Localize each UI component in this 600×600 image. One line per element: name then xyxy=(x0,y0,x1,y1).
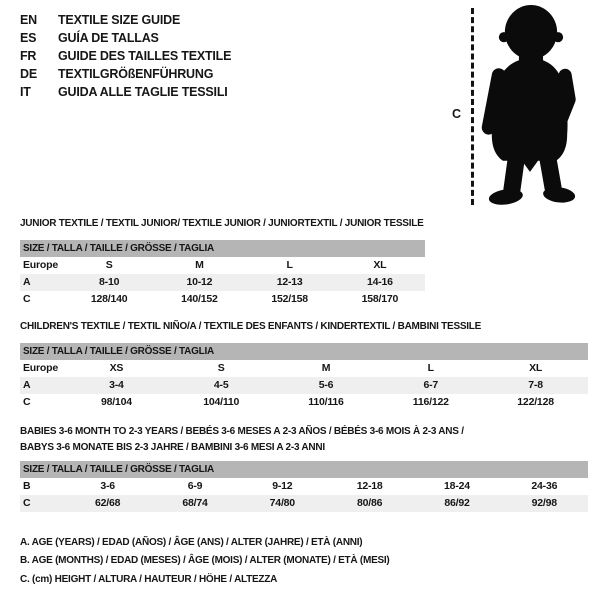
value-cell: 9-12 xyxy=(272,480,293,492)
value-cell: 98/104 xyxy=(100,396,132,408)
table-row xyxy=(20,360,588,377)
size-col-header: XL xyxy=(529,362,543,374)
height-measure-dashed-line xyxy=(471,8,474,205)
language-row xyxy=(20,29,231,47)
junior-table-title: JUNIOR TEXTILE / TEXTIL JUNIOR/ TEXTILE JUNIOR / JUNIORTEXTIL / JUNIOR TESSILE xyxy=(20,218,424,229)
size-col-header: M xyxy=(321,362,331,374)
table-row xyxy=(20,394,588,411)
value-cell: 68/74 xyxy=(182,497,208,509)
language-row xyxy=(20,65,231,83)
language-code: ES xyxy=(20,31,37,45)
value-cell: 116/122 xyxy=(412,396,449,408)
language-label: GUIDA ALLE TAGLIE TESSILI xyxy=(58,85,228,99)
value-cell: 86/92 xyxy=(444,497,470,509)
table-row xyxy=(20,478,588,495)
row-label-cell: Europe xyxy=(23,362,58,374)
language-legend xyxy=(20,11,231,101)
value-cell: 158/170 xyxy=(361,293,399,305)
value-cell: 128/140 xyxy=(90,293,128,305)
row-label-cell: B xyxy=(23,480,31,492)
value-cell: 152/158 xyxy=(271,293,308,305)
row-label-cell: C xyxy=(23,396,31,408)
toddler-silhouette-image xyxy=(477,3,591,209)
language-code: EN xyxy=(20,13,37,27)
footnote-b: B. AGE (MONTHS) / EDAD (MESES) / ÂGE (MOIS) / ALTER (MONATE) / ETÀ (MESI) xyxy=(20,555,390,567)
value-cell: 3-4 xyxy=(109,379,124,391)
size-header-bar: SIZE / TALLA / TAILLE / GRÖSSE / TAGLIA xyxy=(20,461,588,478)
table-row xyxy=(20,377,588,394)
row-label-cell: A xyxy=(23,276,31,288)
language-row xyxy=(20,47,231,65)
value-cell: 92/98 xyxy=(531,497,557,509)
table-row xyxy=(20,495,588,512)
language-label: GUIDE DES TAILLES TEXTILE xyxy=(58,49,232,63)
row-label-cell: A xyxy=(23,379,31,391)
value-cell: 74/80 xyxy=(269,497,295,509)
value-cell: 62/68 xyxy=(95,497,121,509)
language-row xyxy=(20,11,231,29)
language-code: IT xyxy=(20,85,31,99)
language-code: FR xyxy=(20,49,37,63)
size-col-header: L xyxy=(427,362,434,374)
value-cell: 104/110 xyxy=(203,396,240,408)
value-cell: 110/116 xyxy=(308,396,344,408)
row-label-cell: C xyxy=(23,293,31,305)
row-label-cell: Europe xyxy=(23,259,58,271)
table-row xyxy=(20,274,425,291)
footnote-c: C. (cm) HEIGHT / ALTURA / HAUTEUR / HÖHE / ALTEZZA xyxy=(20,573,278,585)
language-code: DE xyxy=(20,67,37,81)
language-row xyxy=(20,83,231,101)
height-measure-label: C xyxy=(452,107,462,121)
value-cell: 10-12 xyxy=(186,276,213,288)
value-cell: 24-36 xyxy=(531,480,558,492)
language-label: TEXTILE SIZE GUIDE xyxy=(58,13,181,27)
junior-size-table xyxy=(20,217,425,308)
value-cell: 140/152 xyxy=(181,293,218,305)
children-table-title: CHILDREN'S TEXTILE / TEXTIL NIÑO/A / TEXTILE DES ENFANTS / KINDERTEXTIL / BAMBINI TESSILE xyxy=(20,321,482,332)
value-cell: 18-24 xyxy=(444,480,470,492)
table-row xyxy=(20,291,425,308)
value-cell: 122/128 xyxy=(517,396,554,408)
size-col-header: M xyxy=(195,259,204,271)
value-cell: 3-6 xyxy=(100,480,115,492)
footnote-a: A. AGE (YEARS) / EDAD (AÑOS) / ÂGE (ANS) / ALTER (JAHRE) / ETÀ (ANNI) xyxy=(20,537,363,548)
table-row xyxy=(20,257,425,274)
value-cell: 12-13 xyxy=(276,276,303,288)
row-label-cell: C xyxy=(23,497,31,509)
size-col-header: L xyxy=(286,259,293,271)
size-col-header: S xyxy=(105,259,113,271)
value-cell: 14-16 xyxy=(366,276,393,288)
babies-table-title-line1: BABIES 3-6 MONTH TO 2-3 YEARS / BEBÉS 3-6 MESES A 2-3 AÑOS / BÉBÉS 3-6 MOIS À 2-3 ANS / xyxy=(20,426,464,437)
value-cell: 6-9 xyxy=(187,480,203,492)
size-col-header: XS xyxy=(109,362,124,374)
value-cell: 80/86 xyxy=(357,497,383,509)
size-header-bar: SIZE / TALLA / TAILLE / GRÖSSE / TAGLIA xyxy=(20,343,588,360)
value-cell: 5-6 xyxy=(318,379,334,391)
value-cell: 4-5 xyxy=(213,379,229,391)
babies-table-title xyxy=(20,424,588,456)
value-cell: 7-8 xyxy=(528,379,543,391)
size-col-header: S xyxy=(217,362,225,374)
footnotes xyxy=(20,534,390,589)
children-size-table xyxy=(20,320,588,411)
language-label: TEXTILGRÖßENFÜHRUNG xyxy=(58,67,214,81)
value-cell: 8-10 xyxy=(99,276,120,288)
babies-table-title-line2: BABYS 3-6 MONATE BIS 2-3 JAHRE / BAMBINI 3-6 MESI A 2-3 ANNI xyxy=(20,442,325,453)
value-cell: 12-18 xyxy=(356,480,383,492)
language-label: GUÍA DE TALLAS xyxy=(58,31,159,45)
size-header-bar: SIZE / TALLA / TAILLE / GRÖSSE / TAGLIA xyxy=(20,240,425,257)
value-cell: 6-7 xyxy=(423,379,439,391)
babies-size-table xyxy=(20,424,588,512)
size-col-header: XL xyxy=(373,259,387,271)
